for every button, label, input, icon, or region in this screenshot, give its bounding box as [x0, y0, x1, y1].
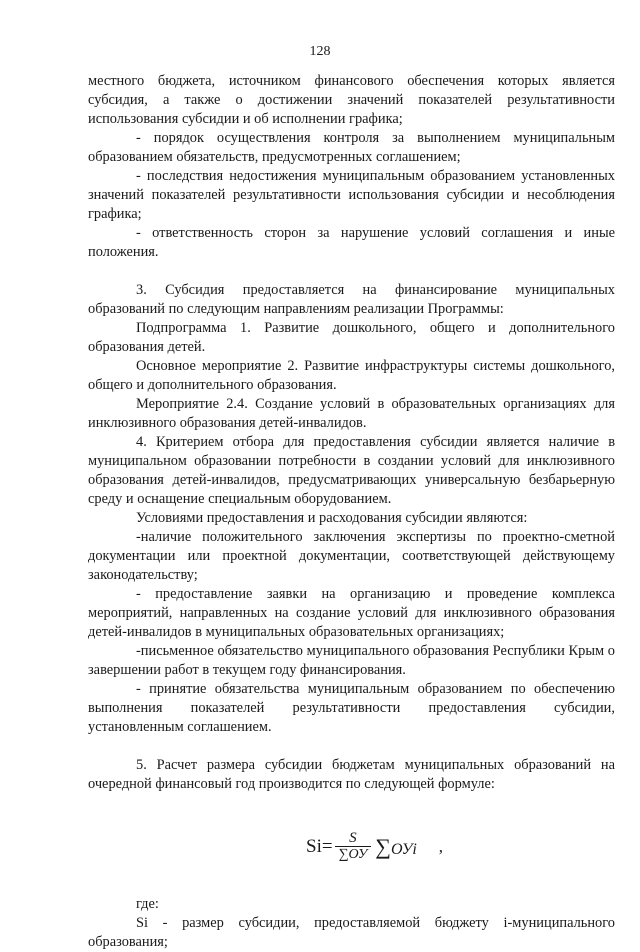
paragraph-application: - предоставление заявки на организацию и проведение комплекса мероприятий, направленных на создание условий для инклюзивного образования детей-инвалидов в муниципальных образовательных организациях;: [88, 586, 615, 640]
paragraph-section-3: 3. Субсидия предоставляется на финансирование муниципальных образований по следующим направлениям реализации Программы:: [88, 282, 615, 317]
paragraph-si-definition: Si - размер субсидии, предоставляемой бюджету i-муниципального образования;: [88, 915, 615, 950]
paragraph-main-activity-2: Основное мероприятие 2. Развитие инфраструктуры системы дошкольного, общего и дополнительного образования.: [88, 358, 615, 393]
paragraph-conditions-intro: Условиями предоставления и расходования субсидии являются:: [136, 510, 528, 526]
paragraph-control-procedure: - порядок осуществления контроля за выполнением муниципальным образованием обязательств, предусмотренных соглашением;: [88, 130, 615, 165]
paragraph-subprogram-1: Подпрограмма 1. Развитие дошкольного, общего и дополнительного образования детей.: [88, 320, 615, 355]
page-number: 128: [309, 44, 331, 59]
formula-comma: ,: [438, 836, 444, 856]
paragraph-section-5: 5. Расчет размера субсидии бюджетам муниципальных образований на очередной финансовый год производится по следующей формуле:: [88, 757, 615, 792]
paragraph-continuation: местного бюджета, источником финансового обеспечения которых является субсидия, а также о достижении значений показателей результативности использования субсидии и об исполнении графика;: [88, 73, 615, 127]
formula-denominator: ∑ОУ: [335, 846, 372, 863]
formula-sum-sign: ∑: [375, 833, 391, 859]
paragraph-written-obligation: -письменное обязательство муниципального образования Республики Крым о завершении работ в текущем году финансирования.: [88, 643, 615, 678]
paragraph-where: где:: [136, 896, 159, 912]
paragraph-acceptance-obligation: - принятие обязательства муниципальным образованием по обеспечению выполнения показателей результативности предоставления субсидии, установленным соглашением.: [88, 681, 615, 735]
formula-numerator: S: [349, 829, 357, 846]
formula-summand: ОУi: [390, 840, 417, 858]
subsidy-formula: [88, 816, 615, 876]
paragraph-consequences: - последствия недостижения муниципальным образованием установленных значений показателей результативности использования субсидии и несоблюдения графика;: [88, 168, 615, 222]
paragraph-responsibility: - ответственность сторон за нарушение условий соглашения и иные положения.: [88, 225, 615, 260]
paragraph-activity-2-4: Мероприятие 2.4. Создание условий в образовательных организациях для инклюзивного образования детей-инвалидов.: [88, 396, 615, 431]
formula-lhs: Si=: [306, 835, 333, 857]
formula-fraction: [335, 830, 372, 863]
paragraph-expertise: -наличие положительного заключения экспертизы по проектно-сметной документации или проектной документации, соответствующей действующему законодательству;: [88, 529, 615, 583]
document-body: [88, 72, 615, 952]
paragraph-section-4: 4. Критерием отбора для предоставления субсидии является наличие в муниципальном образовании потребности в создании условий для инклюзивного образования детей-инвалидов, предусматривающих универсальную безбарьерную среду и оснащение специальным оборудованием.: [88, 434, 615, 507]
